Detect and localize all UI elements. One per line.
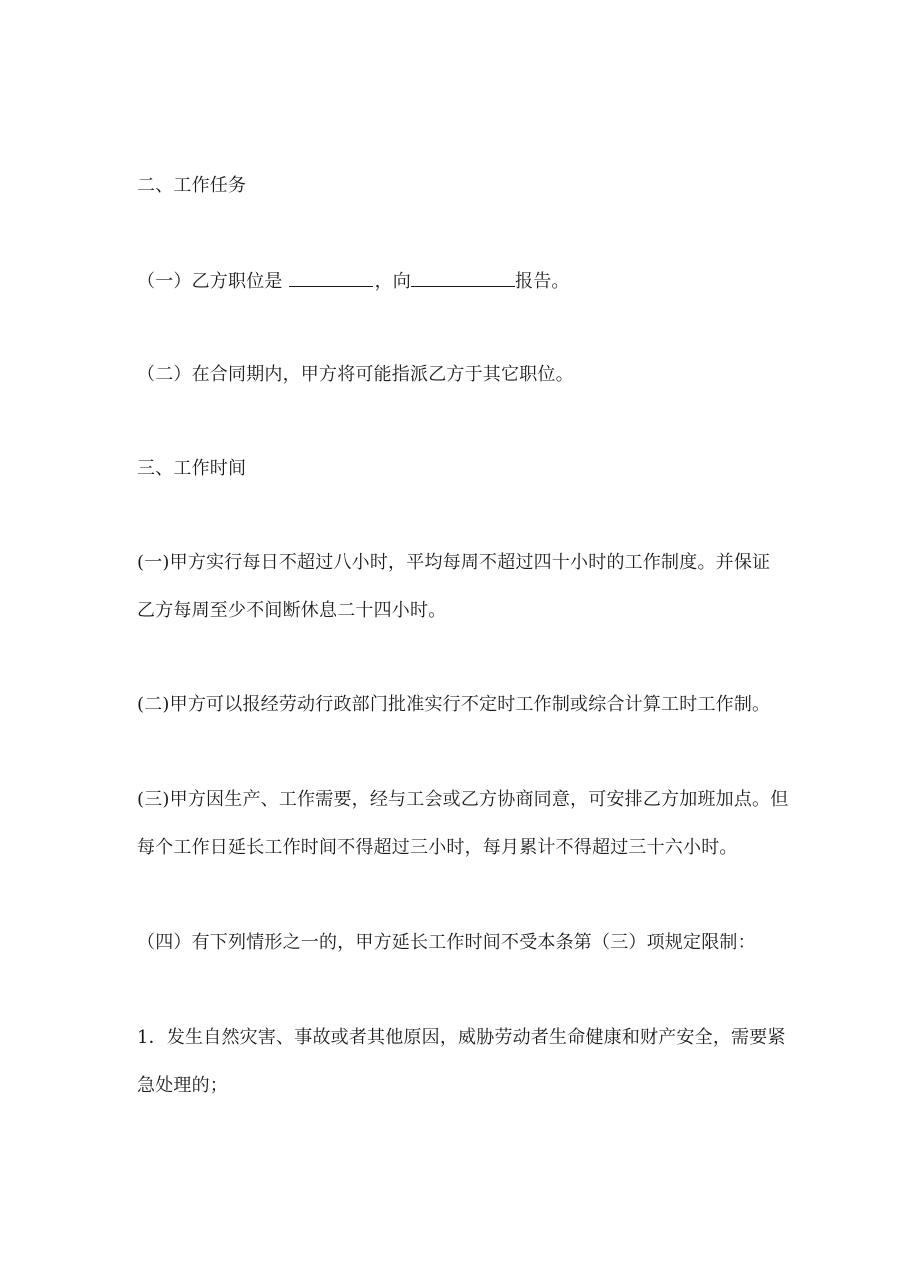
clause-position-prefix: （一）乙方职位是 — [137, 271, 283, 292]
section-heading-work-tasks: 二、工作任务 — [137, 175, 247, 196]
position-blank — [289, 270, 373, 287]
clause-hours-line1: (一)甲方实行每日不超过八小时，平均每周不超过四十小时的工作制度。并保证 — [137, 552, 771, 573]
exception-item-1-line2: 急处理的； — [137, 1075, 228, 1096]
exception-item-1-line1: 1．发生自然灾害、事故或者其他原因，威胁劳动者生命健康和财产安全，需要紧 — [137, 1027, 786, 1048]
clause-flexible-hours: (二)甲方可以报经劳动行政部门批准实行不定时工作制或综合计算工时工作制。 — [137, 694, 771, 715]
section-heading-work-hours: 三、工作时间 — [137, 458, 247, 479]
clause-hours-line2: 乙方每周至少不间断休息二十四小时。 — [137, 600, 447, 621]
clause-overtime-line1: (三)甲方因生产、工作需要，经与工会或乙方协商同意，可安排乙方加班加点。但 — [137, 789, 789, 810]
clause-position-suffix: 报告。 — [515, 271, 570, 292]
clause-position-middle: ，向 — [374, 271, 412, 292]
clause-position — [137, 270, 570, 293]
clause-exceptions: （四）有下列情形之一的，甲方延长工作时间不受本条第（三）项规定限制： — [137, 932, 756, 953]
clause-reassignment: （二）在合同期内，甲方将可能指派乙方于其它职位。 — [137, 364, 574, 385]
report-to-blank — [411, 270, 515, 287]
clause-overtime-line2: 每个工作日延长工作时间不得超过三小时，每月累计不得超过三十六小时。 — [137, 837, 738, 858]
